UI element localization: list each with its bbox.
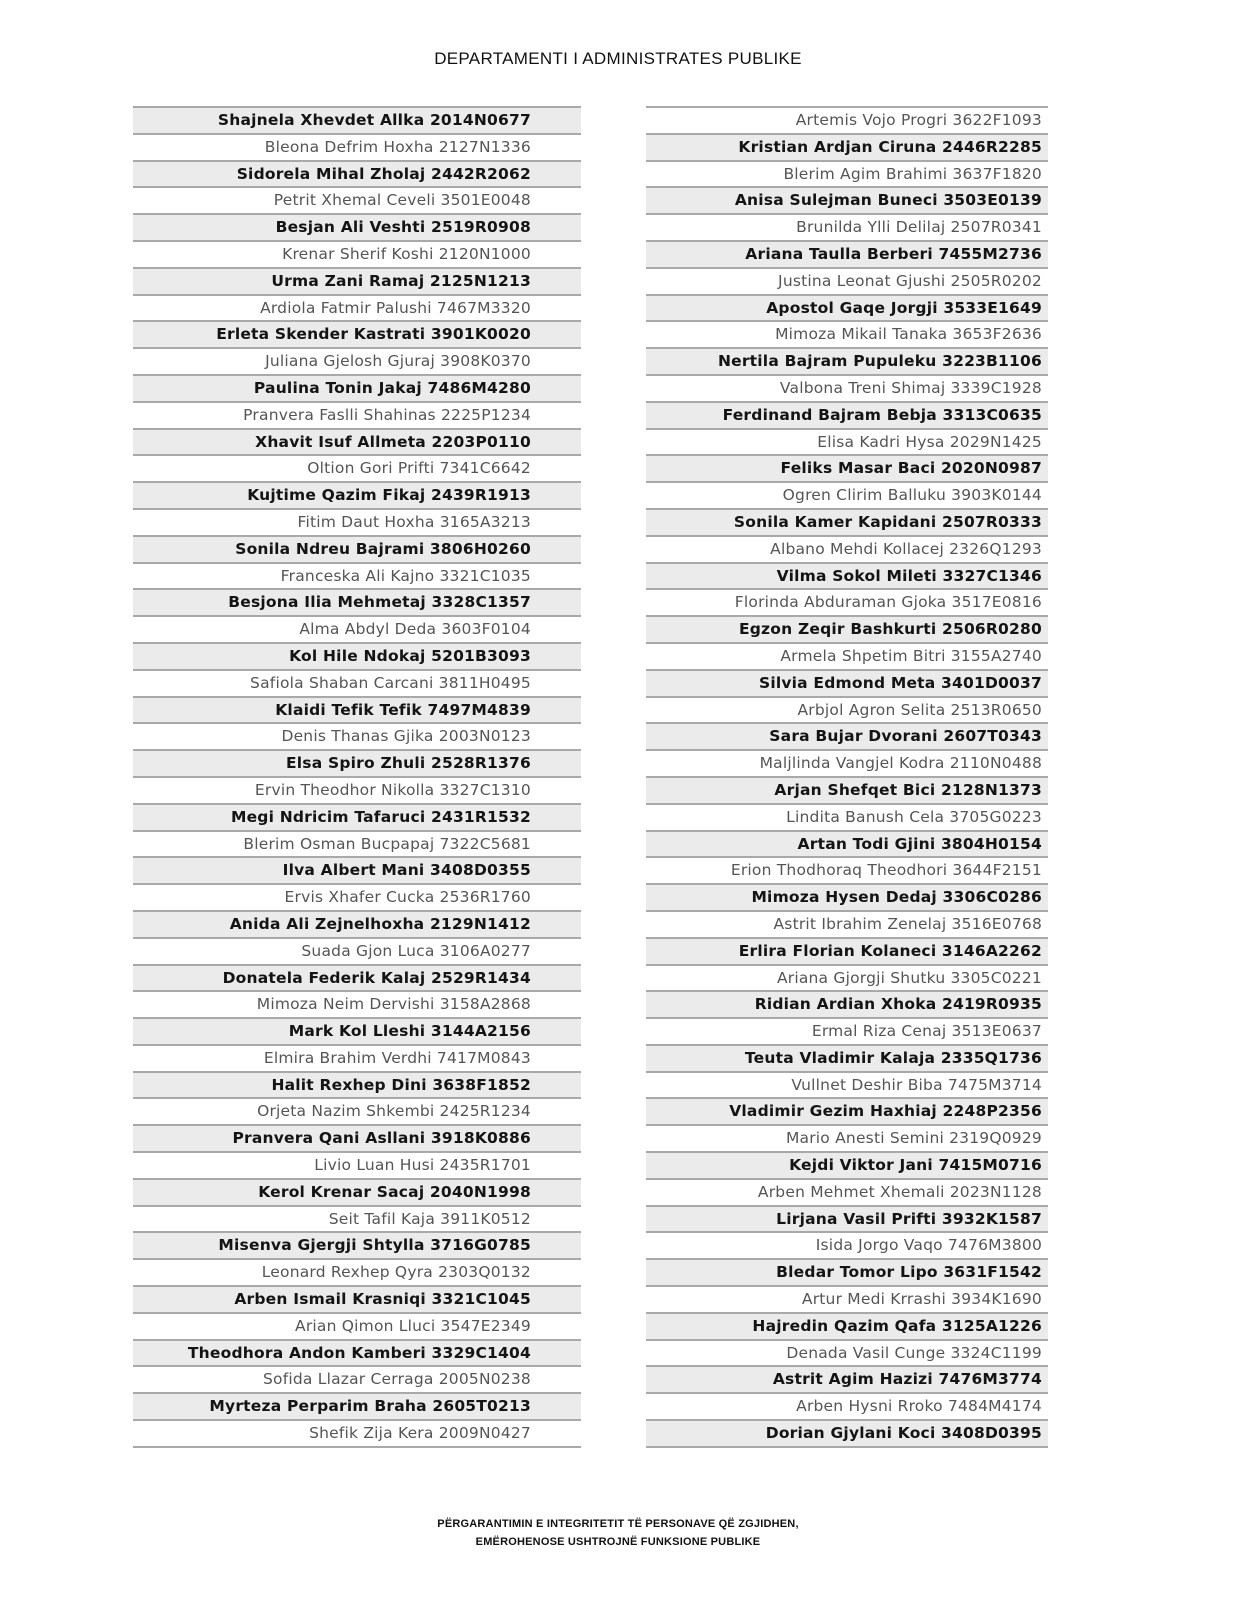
name-entry: Ervis Xhafer Cucka 2536R1760 [133,883,581,910]
name-entry: Urma Zani Ramaj 2125N1213 [133,267,581,294]
name-entry: Lindita Banush Cela 3705G0223 [646,803,1048,830]
name-entry: Megi Ndricim Tafaruci 2431R1532 [133,803,581,830]
name-entry: Elisa Kadri Hysa 2029N1425 [646,428,1048,455]
name-entry: Vladimir Gezim Haxhiaj 2248P2356 [646,1097,1048,1124]
name-entry: Kejdi Viktor Jani 7415M0716 [646,1151,1048,1178]
name-entry: Erleta Skender Kastrati 3901K0020 [133,320,581,347]
name-entry: Teuta Vladimir Kalaja 2335Q1736 [646,1044,1048,1071]
name-entry: Arian Qimon Lluci 3547E2349 [133,1312,581,1339]
name-entry: Mimoza Hysen Dedaj 3306C0286 [646,883,1048,910]
name-entry: Brunilda Ylli Delilaj 2507R0341 [646,213,1048,240]
name-entry: Mimoza Mikail Tanaka 3653F2636 [646,320,1048,347]
name-entry: Sidorela Mihal Zholaj 2442R2062 [133,160,581,187]
name-entry: Krenar Sherif Koshi 2120N1000 [133,240,581,267]
name-entry: Apostol Gaqe Jorgji 3533E1649 [646,294,1048,321]
name-entry: Silvia Edmond Meta 3401D0037 [646,669,1048,696]
footer-line-2: EMËROHENOSE USHTROJNË FUNKSIONE PUBLIKE [475,1536,761,1548]
name-entry: Ermal Riza Cenaj 3513E0637 [646,1017,1048,1044]
name-entry: Xhavit Isuf Allmeta 2203P0110 [133,428,581,455]
name-entry: Misenva Gjergji Shtylla 3716G0785 [133,1231,581,1258]
name-entry: Bledar Tomor Lipo 3631F1542 [646,1258,1048,1285]
name-entry: Myrteza Perparim Braha 2605T0213 [133,1392,581,1419]
name-entry: Erlira Florian Kolaneci 3146A2262 [646,937,1048,964]
left-name-list [133,106,581,1448]
name-entry: Elsa Spiro Zhuli 2528R1376 [133,749,581,776]
name-entry: Ogren Clirim Balluku 3903K0144 [646,481,1048,508]
name-entry: Artan Todi Gjini 3804H0154 [646,830,1048,857]
name-entry: Alma Abdyl Deda 3603F0104 [133,615,581,642]
name-entry: Mario Anesti Semini 2319Q0929 [646,1124,1048,1151]
name-entry: Erion Thodhoraq Theodhori 3644F2151 [646,856,1048,883]
name-entry: Shefik Zija Kera 2009N0427 [133,1419,581,1446]
name-entry: Kristian Ardjan Ciruna 2446R2285 [646,133,1048,160]
name-entry: Pranvera Faslli Shahinas 2225P1234 [133,401,581,428]
name-entry: Vullnet Deshir Biba 7475M3714 [646,1071,1048,1098]
name-entry: Donatela Federik Kalaj 2529R1434 [133,964,581,991]
name-entry: Lirjana Vasil Prifti 3932K1587 [646,1205,1048,1232]
name-entry: Isida Jorgo Vaqo 7476M3800 [646,1231,1048,1258]
name-entry: Oltion Gori Prifti 7341C6642 [133,454,581,481]
name-entry: Dorian Gjylani Koci 3408D0395 [646,1419,1048,1446]
name-entry: Ervin Theodhor Nikolla 3327C1310 [133,776,581,803]
name-entry: Denada Vasil Cunge 3324C1199 [646,1339,1048,1366]
name-entry: Feliks Masar Baci 2020N0987 [646,454,1048,481]
name-entry: Ilva Albert Mani 3408D0355 [133,856,581,883]
name-entry: Ardiola Fatmir Palushi 7467M3320 [133,294,581,321]
page-title: DEPARTAMENTI I ADMINISTRATES PUBLIKE [434,49,802,68]
name-entry: Mark Kol Lleshi 3144A2156 [133,1017,581,1044]
name-entry: Florinda Abduraman Gjoka 3517E0816 [646,588,1048,615]
name-entry: Maljlinda Vangjel Kodra 2110N0488 [646,749,1048,776]
name-entry: Arjan Shefqet Bici 2128N1373 [646,776,1048,803]
name-entry: Nertila Bajram Pupuleku 3223B1106 [646,347,1048,374]
name-entry: Seit Tafil Kaja 3911K0512 [133,1205,581,1232]
name-entry: Blerim Osman Bucpapaj 7322C5681 [133,830,581,857]
name-entry: Suada Gjon Luca 3106A0277 [133,937,581,964]
name-entry: Albano Mehdi Kollacej 2326Q1293 [646,535,1048,562]
name-entry: Ridian Ardian Xhoka 2419R0935 [646,990,1048,1017]
name-entry: Elmira Brahim Verdhi 7417M0843 [133,1044,581,1071]
name-entry: Kerol Krenar Sacaj 2040N1998 [133,1178,581,1205]
name-entry: Armela Shpetim Bitri 3155A2740 [646,642,1048,669]
name-entry: Franceska Ali Kajno 3321C1035 [133,562,581,589]
name-entry: Sofida Llazar Cerraga 2005N0238 [133,1365,581,1392]
name-entry: Halit Rexhep Dini 3638F1852 [133,1071,581,1098]
name-entry: Astrit Ibrahim Zenelaj 3516E0768 [646,910,1048,937]
name-entry: Klaidi Tefik Tefik 7497M4839 [133,696,581,723]
name-entry: Blerim Agim Brahimi 3637F1820 [646,160,1048,187]
name-entry: Sonila Kamer Kapidani 2507R0333 [646,508,1048,535]
name-entry: Livio Luan Husi 2435R1701 [133,1151,581,1178]
name-entry: Fitim Daut Hoxha 3165A3213 [133,508,581,535]
name-entry: Arben Hysni Rroko 7484M4174 [646,1392,1048,1419]
name-entry: Vilma Sokol Mileti 3327C1346 [646,562,1048,589]
name-entry: Petrit Xhemal Ceveli 3501E0048 [133,186,581,213]
name-entry: Anida Ali Zejnelhoxha 2129N1412 [133,910,581,937]
name-entry: Theodhora Andon Kamberi 3329C1404 [133,1339,581,1366]
name-entry: Shajnela Xhevdet Allka 2014N0677 [133,106,581,133]
list-end-rule [133,1446,581,1448]
name-entry: Artur Medi Krrashi 3934K1690 [646,1285,1048,1312]
name-entry: Sonila Ndreu Bajrami 3806H0260 [133,535,581,562]
footer-line-1: PËRGARANTIMIN E INTEGRITETIT TË PERSONAVE QË ZGJIDHEN, [437,1518,799,1530]
name-entry: Denis Thanas Gjika 2003N0123 [133,722,581,749]
name-entry: Egzon Zeqir Bashkurti 2506R0280 [646,615,1048,642]
name-entry: Arbjol Agron Selita 2513R0650 [646,696,1048,723]
name-entry: Arben Ismail Krasniqi 3321C1045 [133,1285,581,1312]
name-entry: Ferdinand Bajram Bebja 3313C0635 [646,401,1048,428]
name-entry: Pranvera Qani Asllani 3918K0886 [133,1124,581,1151]
list-end-rule [646,1446,1048,1448]
name-entry: Anisa Sulejman Buneci 3503E0139 [646,186,1048,213]
name-entry: Sara Bujar Dvorani 2607T0343 [646,722,1048,749]
footer [0,1515,1236,1551]
name-entry: Orjeta Nazim Shkembi 2425R1234 [133,1097,581,1124]
name-entry: Juliana Gjelosh Gjuraj 3908K0370 [133,347,581,374]
name-entry: Besjan Ali Veshti 2519R0908 [133,213,581,240]
name-entry: Paulina Tonin Jakaj 7486M4280 [133,374,581,401]
name-entry: Justina Leonat Gjushi 2505R0202 [646,267,1048,294]
name-entry: Besjona Ilia Mehmetaj 3328C1357 [133,588,581,615]
name-entry: Leonard Rexhep Qyra 2303Q0132 [133,1258,581,1285]
name-entry: Ariana Gjorgji Shutku 3305C0221 [646,964,1048,991]
name-entry: Arben Mehmet Xhemali 2023N1128 [646,1178,1048,1205]
name-entry: Artemis Vojo Progri 3622F1093 [646,106,1048,133]
name-entry: Astrit Agim Hazizi 7476M3774 [646,1365,1048,1392]
name-entry: Ariana Taulla Berberi 7455M2736 [646,240,1048,267]
name-entry: Kol Hile Ndokaj 5201B3093 [133,642,581,669]
name-entry: Hajredin Qazim Qafa 3125A1226 [646,1312,1048,1339]
name-entry: Bleona Defrim Hoxha 2127N1336 [133,133,581,160]
name-entry: Kujtime Qazim Fikaj 2439R1913 [133,481,581,508]
name-entry: Safiola Shaban Carcani 3811H0495 [133,669,581,696]
right-name-list [646,106,1048,1448]
name-entry: Valbona Treni Shimaj 3339C1928 [646,374,1048,401]
name-entry: Mimoza Neim Dervishi 3158A2868 [133,990,581,1017]
